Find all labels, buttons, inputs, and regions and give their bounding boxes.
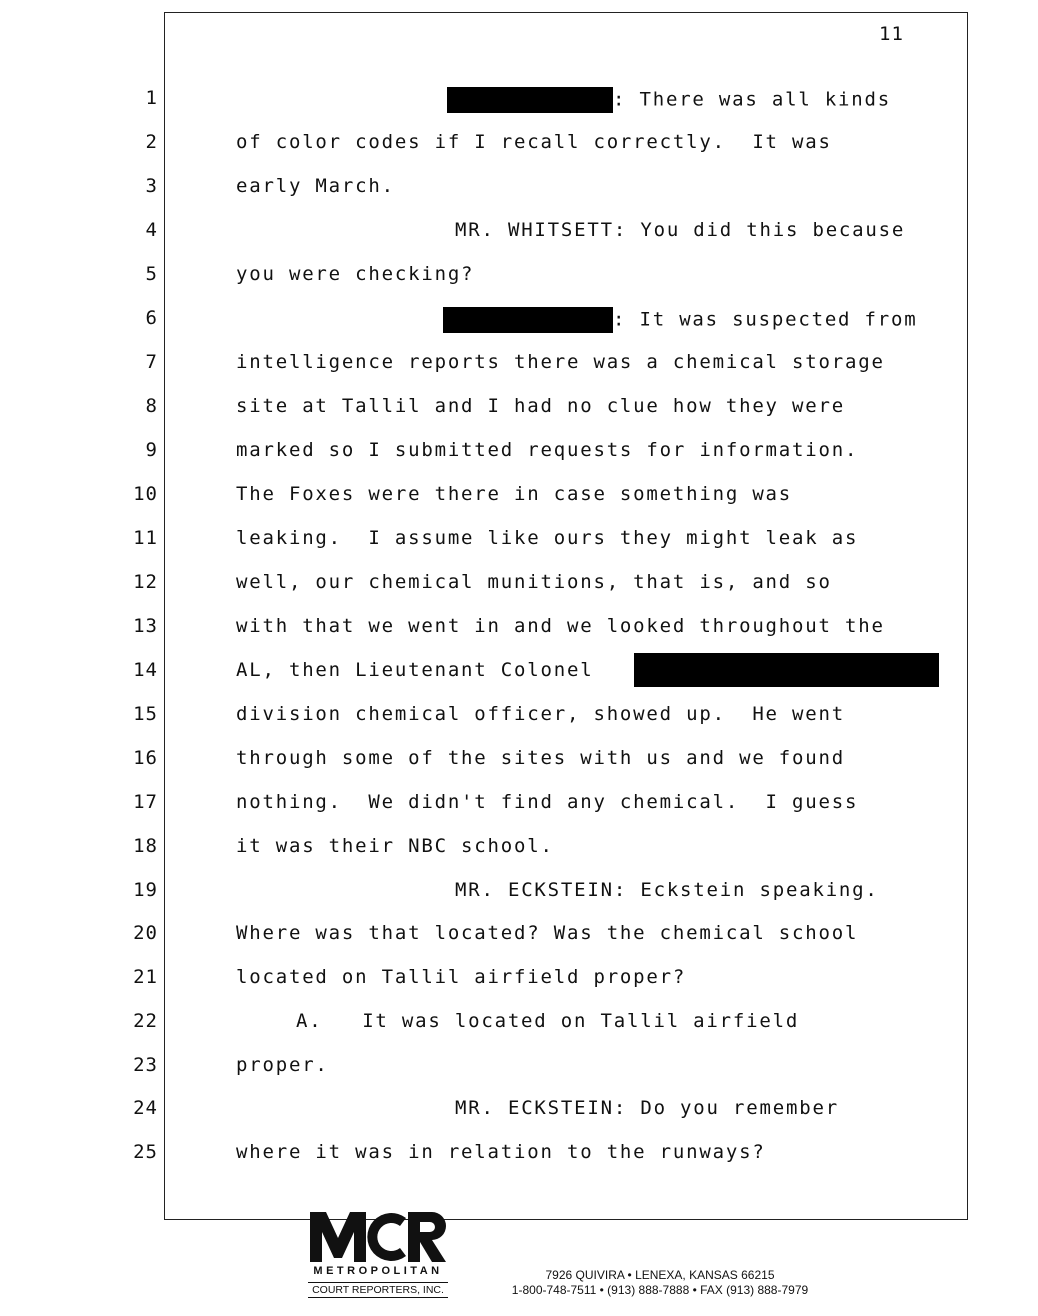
transcript-line: [447, 87, 891, 113]
line-number: 22: [133, 1010, 158, 1032]
line-number: 15: [133, 703, 158, 725]
redaction-bar: [634, 653, 939, 687]
line-text: of color codes if I recall correctly. It was: [236, 131, 832, 153]
line-text: through some of the sites with us and we found: [236, 747, 845, 769]
line-number: 3: [145, 175, 158, 197]
logo-name: METROPOLITAN: [313, 1265, 443, 1277]
redaction-bar: [443, 307, 613, 333]
line-text: marked so I submitted requests for information.: [236, 439, 859, 461]
line-text: well, our chemical munitions, that is, and so: [236, 571, 832, 593]
line-text: MR. ECKSTEIN: Eckstein speaking.: [455, 879, 879, 901]
line-number: 7: [145, 351, 158, 373]
line-number: 21: [133, 966, 158, 988]
line-number: 6: [145, 307, 158, 329]
line-number: 1: [145, 87, 158, 109]
line-text: proper.: [236, 1054, 329, 1076]
page-number: 11: [879, 23, 904, 45]
line-text: leaking. I assume like ours they might leak as: [236, 527, 859, 549]
line-text: MR. WHITSETT: You did this because: [455, 219, 906, 241]
line-number: 5: [145, 263, 158, 285]
line-text: division chemical officer, showed up. He went: [236, 703, 845, 725]
line-number: 2: [145, 131, 158, 153]
line-text: AL, then Lieutenant Colonel: [236, 659, 607, 681]
line-text: with that we went in and we looked throughout the: [236, 615, 885, 637]
line-number: 23: [133, 1054, 158, 1076]
line-number: 17: [133, 791, 158, 813]
line-number: 4: [145, 219, 158, 241]
line-text: where it was in relation to the runways?: [236, 1141, 766, 1163]
line-text: located on Tallil airfield proper?: [236, 966, 687, 988]
line-number: 25: [133, 1141, 158, 1163]
line-text: MR. ECKSTEIN: Do you remember: [455, 1097, 839, 1119]
line-text: A. It was located on Tallil airfield: [296, 1010, 800, 1032]
mcr-logo-mark: [308, 1208, 448, 1264]
line-number: 8: [145, 395, 158, 417]
line-text: : There was all kinds: [613, 88, 892, 111]
phone-line: 1-800-748-7511 • (913) 888-7888 • FAX (913) 888-7979: [511, 1283, 809, 1297]
line-number: 18: [133, 835, 158, 857]
line-number: 16: [133, 747, 158, 769]
line-number: 24: [133, 1097, 158, 1119]
line-text: it was their NBC school.: [236, 835, 554, 857]
line-number: 19: [133, 879, 158, 901]
line-text: : It was suspected from: [613, 308, 918, 331]
line-number: 13: [133, 615, 158, 637]
line-text: site at Tallil and I had no clue how they were: [236, 395, 845, 417]
court-reporter-logo: [308, 1208, 448, 1304]
line-text: early March.: [236, 175, 395, 197]
line-number: 12: [133, 571, 158, 593]
footer-address: [470, 1268, 850, 1298]
line-text: nothing. We didn't find any chemical. I guess: [236, 791, 859, 813]
transcript-line: [443, 307, 918, 333]
line-text: The Foxes were there in case something was: [236, 483, 793, 505]
address-line: 7926 QUIVIRA • LENEXA, KANSAS 66215: [545, 1268, 775, 1282]
line-number: 14: [133, 659, 158, 681]
transcript-line: [236, 659, 607, 681]
line-number: 10: [133, 483, 158, 505]
line-text: you were checking?: [236, 263, 475, 285]
line-number: 20: [133, 922, 158, 944]
line-number: 9: [145, 439, 158, 461]
line-text: intelligence reports there was a chemical storage: [236, 351, 885, 373]
logo-subtitle: COURT REPORTERS, INC.: [308, 1282, 448, 1298]
line-number: 11: [133, 527, 158, 549]
line-text: Where was that located? Was the chemical school: [236, 922, 859, 944]
redaction-bar: [447, 87, 613, 113]
